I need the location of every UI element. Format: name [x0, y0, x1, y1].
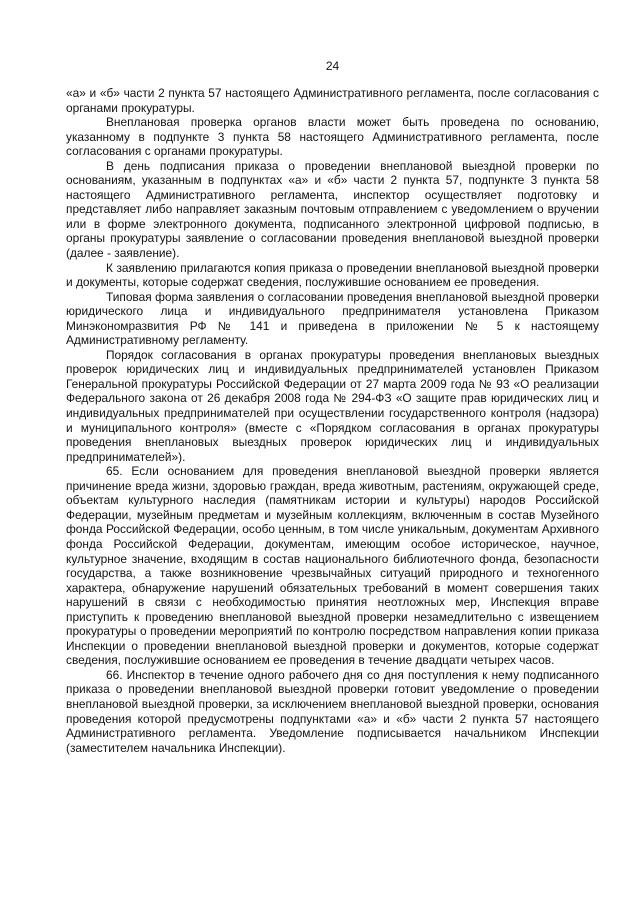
paragraph-application-submission: В день подписания приказа о проведении внеплановой выездной проверки по основаниям, указанным в подпунктах «а» и «б» части 2 пункта 57, подпункте 3 пункта 58 настоящего Административного регламента, инспектор осуществляет подготовку и представляет либо направляет заказным почтовым отправлением с уведомлением о вручении или в форме электронного документа, подписанного электронной цифровой подписью, в органы прокуратуры заявление о согласовании проведения внеплановой выездной проверки (далее - заявление).: [66, 158, 599, 261]
document-body: [66, 86, 599, 755]
page-number: 24: [325, 59, 340, 73]
paragraph-application-attachments: К заявлению прилагаются копия приказа о проведении внеплановой выездной проверки и документы, которые содержат сведения, послужившие основанием ее проведения.: [66, 260, 599, 290]
paragraph-authorities-inspection: Внеплановая проверка органов власти может быть проведена по основанию, указанному в подпункте 3 пункта 58 настоящего Административного регламента, после согласования с органами прокуратуры.: [66, 115, 599, 159]
paragraph-65-urgent-inspection: 65. Если основанием для проведения внеплановой выездной проверки является причинение вреда жизни, здоровью граждан, вреда животным, растениям, окружающей среде, объектам культурного наследия (памятникам истории и культуры) народов Российской Федерации, музейным предметам и музейным коллекциям, включенным в состав Музейного фонда Российской Федерации, особо ценным, в том числе уникальным, документам Архивного фонда Российской Федерации, документам, имеющим особое историческое, научное, культурное значение, входящим в состав национального библиотечного фонда, безопасности государства, а также возникновение чрезвычайных ситуаций природного и техногенного характера, обнаружение нарушений обязательных требований в момент совершения таких нарушений в связи с необходимостью принятия неотложных мер, Инспекция вправе приступить к проведению внеплановой выездной проверки незамедлительно с извещением прокуратуры о проведении мероприятий по контролю посредством направления копии приказа Инспекции о проведении внеплановой выездной проверки и документов, которые содержат сведения, послужившие основанием ее проведения в течение двадцати четырех часов.: [66, 464, 599, 668]
paragraph-standard-form: Типовая форма заявления о согласовании проведения внеплановой выездной проверки юридического лица и индивидуального предпринимателя установлена Приказом Минэкономразвития РФ № 141 и приведена в приложении № 5 к настоящему Административному регламенту.: [66, 289, 599, 348]
paragraph-66-notification: 66. Инспектор в течение одного рабочего дня со дня поступления к нему подписанного приказа о проведении внеплановой выездной проверки готовит уведомление о проведении внеплановой выездной проверки, за исключением внеплановой выездной проверки, основания проведения которой предусмотрены подпунктами «а» и «б» части 2 пункта 57 настоящего Административного регламента. Уведомление подписывается начальником Инспекции (заместителем начальника Инспекции).: [66, 667, 599, 755]
paragraph-approval-procedure: Порядок согласования в органах прокуратуры проведения внеплановых выездных проверок юридических лиц и индивидуальных предпринимателей установлен Приказом Генеральной прокуратуры Российской Федерации от 27 марта 2009 года № 93 «О реализации Федерального закона от 26 декабря 2008 года № 294-ФЗ «О защите прав юридических лиц и индивидуальных предпринимателей при осуществлении государственного контроля (надзора) и муниципального контроля» (вместе с «Порядком согласования в органах прокуратуры проведения внеплановых выездных проверок юридических лиц и индивидуальных предпринимателей»).: [66, 347, 599, 464]
paragraph-continuation: «а» и «б» части 2 пункта 57 настоящего Административного регламента, после согласования с органами прокуратуры.: [66, 86, 599, 115]
